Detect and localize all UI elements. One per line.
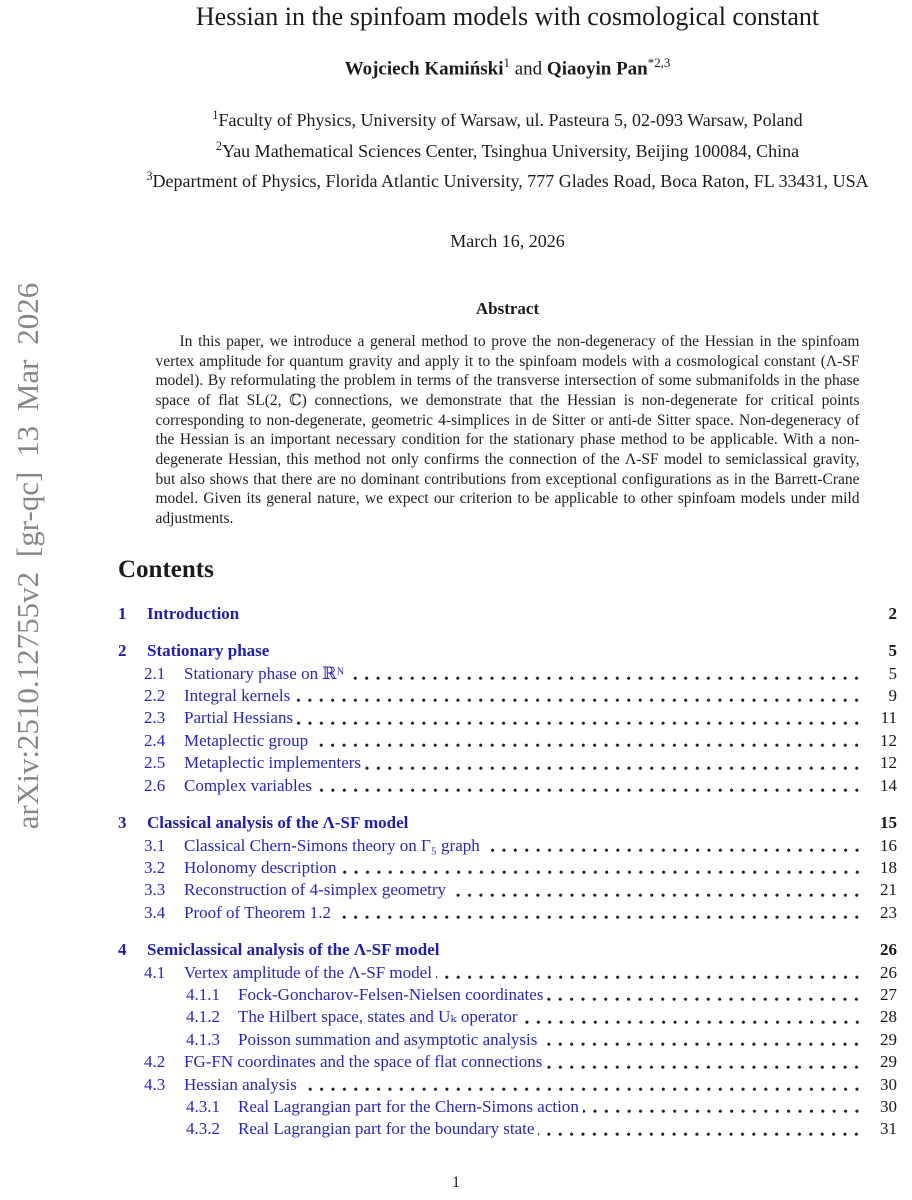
toc-entry-1 (118, 603, 897, 625)
toc-dotted-leader (243, 616, 866, 622)
toc-entry-number: 1 (118, 603, 127, 623)
toc-link-2.4[interactable] (144, 730, 308, 752)
toc-entry-page: 12 (880, 730, 897, 750)
toc-dotted-leader (436, 975, 866, 981)
toc-entry-page: 26 (880, 962, 897, 982)
toc-entry-title: Holonomy description (184, 857, 337, 877)
toc-entry-title: Hessian analysis (184, 1074, 297, 1094)
toc-entry-2.5 (118, 752, 897, 774)
toc-entry-title: Introduction (147, 603, 240, 623)
toc-link-3.4[interactable] (144, 902, 331, 924)
toc-link-4.3.2[interactable] (186, 1118, 534, 1140)
toc-dotted-leader (412, 826, 866, 832)
toc-entry-number: 2.3 (144, 708, 166, 728)
toc-entry-number: 3.3 (144, 880, 166, 900)
toc-link-2.3[interactable] (144, 707, 293, 729)
toc-entry-2.6 (118, 775, 897, 797)
toc-entry-number: 3 (118, 813, 127, 833)
toc-entry-title: Classical analysis of the Λ-SF model (147, 813, 409, 833)
toc-entry-number: 3.4 (144, 902, 166, 922)
toc-dotted-leader (547, 997, 866, 1003)
toc-entry-title: Stationary phase on ℝᴺ (184, 663, 345, 683)
affiliation-2-text: Yau Mathematical Sciences Center, Tsinghua University, Beijing 100084, China (222, 140, 800, 161)
toc-entry-title: Real Lagrangian part for the Chern-Simons action (238, 1096, 579, 1116)
toc-entry-page: 5 (888, 641, 897, 661)
toc-link-4.3[interactable] (144, 1074, 297, 1096)
author-1-superscript: 1 (503, 55, 510, 70)
toc-entry-number: 4 (118, 940, 127, 960)
toc-entry-4.3 (118, 1074, 897, 1096)
toc-entry-4.1.2 (118, 1006, 897, 1028)
toc-entry-title: Metaplectic group (184, 730, 309, 750)
toc-entry-2.1 (118, 663, 897, 685)
toc-entry-title: Stationary phase (147, 641, 270, 661)
toc-link-3.3[interactable] (144, 879, 446, 901)
toc-link-4.1.2[interactable] (186, 1006, 518, 1028)
toc-entry-2.2 (118, 685, 897, 707)
toc-entry-number: 4.3.1 (186, 1096, 220, 1116)
toc-dotted-leader (294, 698, 866, 704)
toc-link-4[interactable] (118, 939, 440, 961)
paper-date: March 16, 2026 (450, 230, 565, 251)
toc-entry-page: 23 (880, 902, 897, 922)
toc-dotted-leader (348, 676, 866, 682)
toc-entry-number: 2.4 (144, 730, 166, 750)
affiliation-1-superscript: 1 (212, 108, 219, 123)
toc-dotted-leader (335, 915, 866, 921)
toc-entry-2 (118, 640, 897, 662)
toc-dotted-leader (297, 721, 866, 727)
toc-entry-page: 16 (880, 835, 897, 855)
toc-link-2.1[interactable] (144, 663, 344, 685)
toc-entry-page: 9 (888, 686, 897, 706)
author-1-name: Wojciech Kamiński (344, 58, 504, 80)
toc-link-3[interactable] (118, 812, 408, 834)
toc-dotted-leader (450, 893, 866, 899)
toc-entry-4.3.1 (118, 1096, 897, 1118)
toc-entry-page: 30 (880, 1074, 897, 1094)
toc-entry-title: Classical Chern-Simons theory on Γ₅ graph (184, 835, 480, 855)
affiliation-2 (118, 134, 897, 165)
toc-entry-title: Proof of Theorem 1.2 (184, 902, 331, 922)
toc-entry-4 (118, 939, 897, 961)
toc-link-4.1.3[interactable] (186, 1029, 537, 1051)
toc-entry-number: 4.1 (144, 962, 166, 982)
toc-entry-page: 2 (888, 603, 897, 623)
toc-dotted-leader (538, 1132, 866, 1138)
toc-link-2[interactable] (118, 640, 269, 662)
toc-entry-page: 18 (880, 857, 897, 877)
toc-dotted-leader (541, 1042, 866, 1048)
toc-entry-title: Vertex amplitude of the Λ-SF model (184, 962, 432, 982)
toc-dotted-leader (546, 1065, 866, 1071)
toc-entry-3.1 (118, 835, 897, 857)
toc-entry-3.3 (118, 879, 897, 901)
toc-dotted-leader (522, 1020, 866, 1026)
toc-link-2.5[interactable] (144, 752, 361, 774)
toc-entry-title: Metaplectic implementers (184, 753, 362, 773)
toc-entry-title: Poisson summation and asymptotic analysis (238, 1029, 538, 1049)
author-2-superscript: *2,3 (647, 55, 671, 70)
toc-entry-page: 30 (880, 1096, 897, 1116)
toc-entry-page: 11 (880, 708, 897, 728)
toc-entry-number: 4.3 (144, 1074, 166, 1094)
affiliations (118, 103, 897, 195)
toc-entry-page: 5 (888, 663, 897, 683)
toc-entry-title: FG-FN coordinates and the space of flat connections (184, 1052, 543, 1072)
toc-entry-number: 2.2 (144, 686, 166, 706)
affiliation-1 (118, 103, 897, 134)
affiliation-3-superscript: 3 (146, 169, 153, 184)
toc-dotted-leader (341, 870, 866, 876)
toc-dotted-leader (583, 1109, 866, 1115)
toc-entry-3 (118, 812, 897, 834)
toc-dotted-leader (444, 953, 866, 959)
toc-entry-number: 4.3.2 (186, 1119, 220, 1139)
author-conjunction: and (514, 58, 543, 80)
toc-dotted-leader (312, 743, 866, 749)
toc-entry-title: Reconstruction of 4-simplex geometry (184, 880, 447, 900)
toc-dotted-leader (273, 654, 866, 660)
toc-entry-number: 4.2 (144, 1052, 166, 1072)
toc-entry-page: 28 (880, 1007, 897, 1027)
toc-entry-number: 2.5 (144, 753, 166, 773)
affiliation-3-text: Department of Physics, Florida Atlantic University, 777 Glades Road, Boca Raton, FL 33431, USA (152, 171, 869, 192)
toc-entry-number: 2.6 (144, 775, 166, 795)
toc-entry-title: Semiclassical analysis of the Λ-SF model (147, 940, 440, 960)
toc-dotted-leader (484, 848, 866, 854)
toc-dotted-leader (301, 1087, 866, 1093)
toc-entry-number: 4.1.1 (186, 984, 220, 1004)
toc-entry-title: Partial Hessians (184, 708, 294, 728)
toc-link-4.2[interactable] (144, 1051, 542, 1073)
toc-entry-page: 15 (880, 813, 897, 833)
toc-entry-number: 4.1.2 (186, 1007, 220, 1027)
toc-entry-title: Fock-Goncharov-Felsen-Nielsen coordinates (238, 984, 544, 1004)
toc-entry-page: 29 (880, 1029, 897, 1049)
toc-entry-4.3.2 (118, 1118, 897, 1140)
toc-entry-page: 14 (880, 775, 897, 795)
toc-entry-4.1.3 (118, 1029, 897, 1051)
toc-entry-title: The Hilbert space, states and Uₖ operator (238, 1007, 518, 1027)
page-title: Hessian in the spinfoam models with cosmological constant (195, 2, 820, 31)
toc-link-3.2[interactable] (144, 857, 337, 879)
author-line (118, 55, 897, 80)
toc-entry-page: 27 (880, 984, 897, 1004)
toc-entry-number: 3.1 (144, 835, 166, 855)
toc-entry-title: Real Lagrangian part for the boundary state (238, 1119, 535, 1139)
toc-entry-page: 12 (880, 753, 897, 773)
toc-entry-page: 26 (880, 940, 897, 960)
toc-link-4.1[interactable] (144, 962, 432, 984)
toc-dotted-leader (316, 788, 866, 794)
toc-link-3.1[interactable] (144, 835, 480, 857)
toc-entry-4.1.1 (118, 984, 897, 1006)
table-of-contents (118, 603, 897, 1141)
toc-entry-title: Integral kernels (184, 686, 291, 706)
affiliation-1-text: Faculty of Physics, University of Warsaw, ul. Pasteura 5, 02-093 Warsaw, Poland (218, 110, 803, 131)
abstract-text: In this paper, we introduce a general method to prove the non-degeneracy of the Hessian in the spinfoam vertex amplitude for quantum gravity and apply it to the spinfoam models with a cosmological constant (Λ-SF model). By reformulating the problem in terms of the transverse intersection of some submanifolds in the phase space of flat SL(2, ℂ) connections, we demonstrate that the Hessian is non-degenerate for critical points corresponding to non-degenerate, geometric 4-simplices in de Sitter or anti-de Sitter space. Non-degeneracy of the Hessian is an important necessary condition for the stationary phase method to be applicable. With a non-degenerate Hessian, this method not only confirms the connection of the Λ-SF model to semiclassical gravity, but also shows that there are no dominant contributions from exceptional configurations as in the Barrett-Crane model. Given its general nature, we expect our criterion to be applicable to other spinfoam models under mild adjustments. (155, 332, 860, 528)
toc-entry-3.2 (118, 857, 897, 879)
toc-entry-2.4 (118, 730, 897, 752)
contents-heading: Contents (118, 555, 214, 583)
toc-entry-4.2 (118, 1051, 897, 1073)
toc-entry-2.3 (118, 707, 897, 729)
affiliation-2-superscript: 2 (215, 138, 222, 153)
toc-link-4.1.1[interactable] (186, 984, 543, 1006)
author-2-name: Qiaoyin Pan (546, 58, 648, 80)
arxiv-watermark: arXiv:2510.12755v2 [gr-qc] 13 Mar 2026 (10, 282, 45, 830)
abstract-section (156, 299, 860, 529)
paper-page (118, 0, 897, 1141)
toc-entry-title: Complex variables (184, 775, 312, 795)
toc-entry-number: 4.1.3 (186, 1029, 220, 1049)
toc-link-2.2[interactable] (144, 685, 290, 707)
toc-link-4.3.1[interactable] (186, 1096, 579, 1118)
toc-dotted-leader (365, 766, 866, 772)
toc-entry-number: 3.2 (144, 857, 166, 877)
toc-entry-4.1 (118, 962, 897, 984)
toc-entry-page: 29 (880, 1052, 897, 1072)
toc-entry-number: 2.1 (144, 663, 166, 683)
toc-link-1[interactable] (118, 603, 239, 625)
page-number: 1 (452, 1174, 460, 1191)
toc-entry-3.4 (118, 902, 897, 924)
toc-link-2.6[interactable] (144, 775, 312, 797)
abstract-heading: Abstract (475, 298, 540, 318)
toc-entry-number: 2 (118, 641, 127, 661)
affiliation-3 (118, 164, 897, 195)
toc-entry-page: 21 (880, 880, 897, 900)
toc-entry-page: 31 (880, 1119, 897, 1139)
